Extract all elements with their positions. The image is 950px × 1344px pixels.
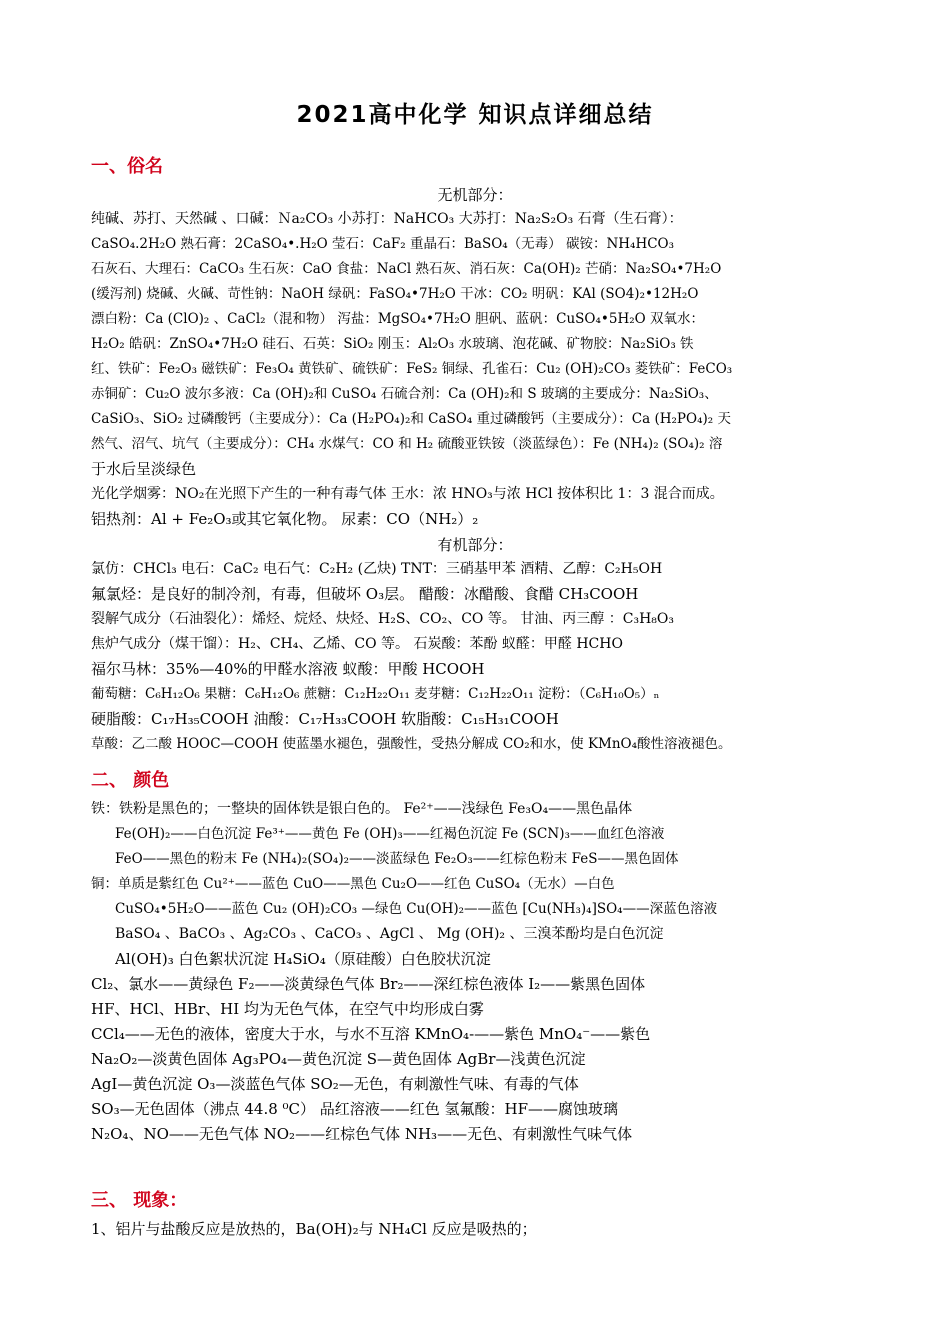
text-line: H₂O₂ 皓矾：ZnSO₄•7H₂O 硅石、石英：SiO₂ 刚玉：Al₂O₃ 水玻璃、泡花碱、矿物胶：Na₂SiO₃ 铁 — [91, 336, 694, 352]
text-line: 铁：铁粉是黑色的；一整块的固体铁是银白色的。 Fe²⁺——浅绿色 Fe₃O₄——黑色晶体 — [91, 801, 633, 817]
text-line: 纯碱、苏打、天然碱 、口碱：Ｎa₂CO₃ 小苏打：NaHCO₃ 大苏打：Na₂S₂O₃ 石膏（生石膏）： — [91, 211, 683, 227]
text-line: AgI—黄色沉淀 O₃—淡蓝色气体 SO₂—无色，有刺激性气味、有毒的气体 — [91, 1075, 579, 1093]
page-title: 2021高中化学 知识点详细总结 — [296, 102, 654, 128]
text-line: FeO——黑色的粉末 Fe (NH₄)₂(SO₄)₂——淡蓝绿色 Fe₂O₃——红棕色粉末 FeS——黑色固体 — [115, 851, 679, 867]
text-line: 然气、沼气、坑气（主要成分）：CH₄ 水煤气：CO 和 H₂ 硫酸亚铁铵（淡蓝绿色）：Fe (NH₄)₂ (SO₄)₂ 溶 — [91, 436, 723, 452]
text-line: 红、铁矿：Fe₂O₃ 磁铁矿：Fe₃O₄ 黄铁矿、硫铁矿：FeS₂ 铜绿、孔雀石：Cu₂ (OH)₂CO₃ 菱铁矿：FeCO₃ — [91, 361, 733, 377]
section-heading-colors: 二、 颜色 — [91, 770, 170, 791]
text-line: 葡萄糖：C₆H₁₂O₆ 果糖：C₆H₁₂O₆ 蔗糖：C₁₂H₂₂O₁₁ 麦芽糖：C₁₂H₂₂O₁₁ 淀粉：（C₆H₁₀O₅）ₙ — [91, 686, 660, 702]
text-line: N₂O₄、NO——无色气体 NO₂——红棕色气体 NH₃——无色、有刺激性气味气体 — [91, 1125, 633, 1143]
text-line: (缓泻剂) 烧碱、火碱、苛性钠：NaOH 绿矾：FaSO₄•7H₂O 干冰：CO₂ 明矾：KAl (SO4)₂•12H₂O — [91, 286, 699, 302]
text-line: BaSO₄ 、BaCO₃ 、Ag₂CO₃ 、CaCO₃ 、AgCl 、 Mg (OH)₂ 、三溴苯酚均是白色沉淀 — [115, 926, 664, 942]
section-heading-phenomena: 三、 现象： — [91, 1190, 188, 1211]
text-line: 石灰石、大理石：CaCO₃ 生石灰：CaO 食盐：NaCl 熟石灰、消石灰：Ca(OH)₂ 芒硝：Na₂SO₄•7H₂O — [91, 261, 722, 277]
text-line: CaSiO₃、SiO₂ 过磷酸钙（主要成分）：Ca (H₂PO₄)₂和 CaSO₄ 重过磷酸钙（主要成分）：Ca (H₂PO₄)₂ 天 — [91, 411, 731, 427]
text-line: Cl₂、氯水——黄绿色 F₂——淡黄绿色气体 Br₂——深红棕色液体 I₂——紫黑色固体 — [91, 975, 646, 993]
text-line: 漂白粉：Ca (ClO)₂ 、CaCl₂（混和物） 泻盐：MgSO₄•7H₂O 胆矾、蓝矾：CuSO₄•5H₂O 双氧水： — [91, 311, 704, 327]
text-line: SO₃—无色固体（沸点 44.8 ⁰C） 品红溶液——红色 氢氟酸：HF——腐蚀玻璃 — [91, 1100, 619, 1118]
text-line: 氟氯烃：是良好的制冷剂，有毒，但破坏 O₃层。 醋酸：冰醋酸、食醋 CH₃COOH — [91, 585, 639, 603]
text-line: 福尔马林：35%—40%的甲醛水溶液 蚁酸：甲酸 HCOOH — [91, 660, 485, 678]
text-line: 1、铝片与盐酸反应是放热的，Ba(OH)₂与 NH₄Cl 反应是吸热的； — [91, 1220, 537, 1238]
organic-subheading: 有机部分： — [437, 536, 513, 554]
text-line: Al(OH)₃ 白色絮状沉淀 H₄SiO₄（原硅酸）白色胶状沉淀 — [115, 950, 491, 968]
text-line: 氯仿：CHCl₃ 电石：CaC₂ 电石气：C₂H₂ (乙炔) TNT：三硝基甲苯 酒精、乙醇：C₂H₅OH — [91, 561, 663, 577]
text-line: 于水后呈淡绿色 — [91, 460, 197, 478]
text-line: CCl₄——无色的液体，密度大于水，与水不互溶 KMnO₄-——紫色 MnO₄⁻——紫色 — [91, 1025, 651, 1043]
text-line: HF、HCl、HBr、HI 均为无色气体，在空气中均形成白雾 — [91, 1000, 484, 1018]
text-line: CaSO₄.2H₂O 熟石膏：2CaSO₄•.H₂O 莹石：CaF₂ 重晶石：BaSO₄（无毒） 碳铵：NH₄HCO₃ — [91, 236, 675, 252]
text-line: 赤铜矿：Cu₂O 波尔多液：Ca (OH)₂和 CuSO₄ 石硫合剂：Ca (OH)₂和 S 玻璃的主要成分：Na₂SiO₃、 — [91, 386, 718, 402]
text-line: 铝热剂：Al + Fe₂O₃或其它氧化物。 尿素：CO（NH₂）₂ — [91, 510, 479, 528]
text-line: 铜：单质是紫红色 Cu²⁺——蓝色 CuO——黑色 Cu₂O——红色 CuSO₄（无水）—白色 — [91, 876, 615, 892]
section-heading-common-names: 一、俗名 — [91, 156, 163, 177]
text-line: 裂解气成分（石油裂化）：烯烃、烷烃、炔烃、H₂S、CO₂、CO 等。 甘油、丙三醇 ：C₃H₈O₃ — [91, 611, 674, 627]
text-line: 草酸：乙二酸 HOOC—COOH 使蓝墨水褪色，强酸性，受热分解成 CO₂和水，使 KMnO₄酸性溶液褪色。 — [91, 736, 732, 752]
text-line: Fe(OH)₂——白色沉淀 Fe³⁺——黄色 Fe (OH)₃——红褐色沉淀 Fe (SCN)₃——血红色溶液 — [115, 826, 665, 842]
text-line: 硬脂酸：C₁₇H₃₅COOH 油酸：C₁₇H₃₃COOH 软脂酸：C₁₅H₃₁COOH — [91, 710, 559, 728]
text-line: Na₂O₂—淡黄色固体 Ag₃PO₄—黄色沉淀 S—黄色固体 AgBr—浅黄色沉淀 — [91, 1050, 586, 1068]
text-line: 光化学烟雾：NO₂在光照下产生的一种有毒气体 王水：浓 HNO₃与浓 HCl 按体积比 1：3 混合而成。 — [91, 486, 724, 502]
text-line: 焦炉气成分（煤干馏）：H₂、CH₄、乙烯、CO 等。 石炭酸：苯酚 蚁醛：甲醛 HCHO — [91, 636, 623, 652]
text-line: CuSO₄•5H₂O——蓝色 Cu₂ (OH)₂CO₃ —绿色 Cu(OH)₂——蓝色 [Cu(NH₃)₄]SO₄——深蓝色溶液 — [115, 901, 718, 917]
inorganic-subheading: 无机部分： — [437, 186, 513, 204]
